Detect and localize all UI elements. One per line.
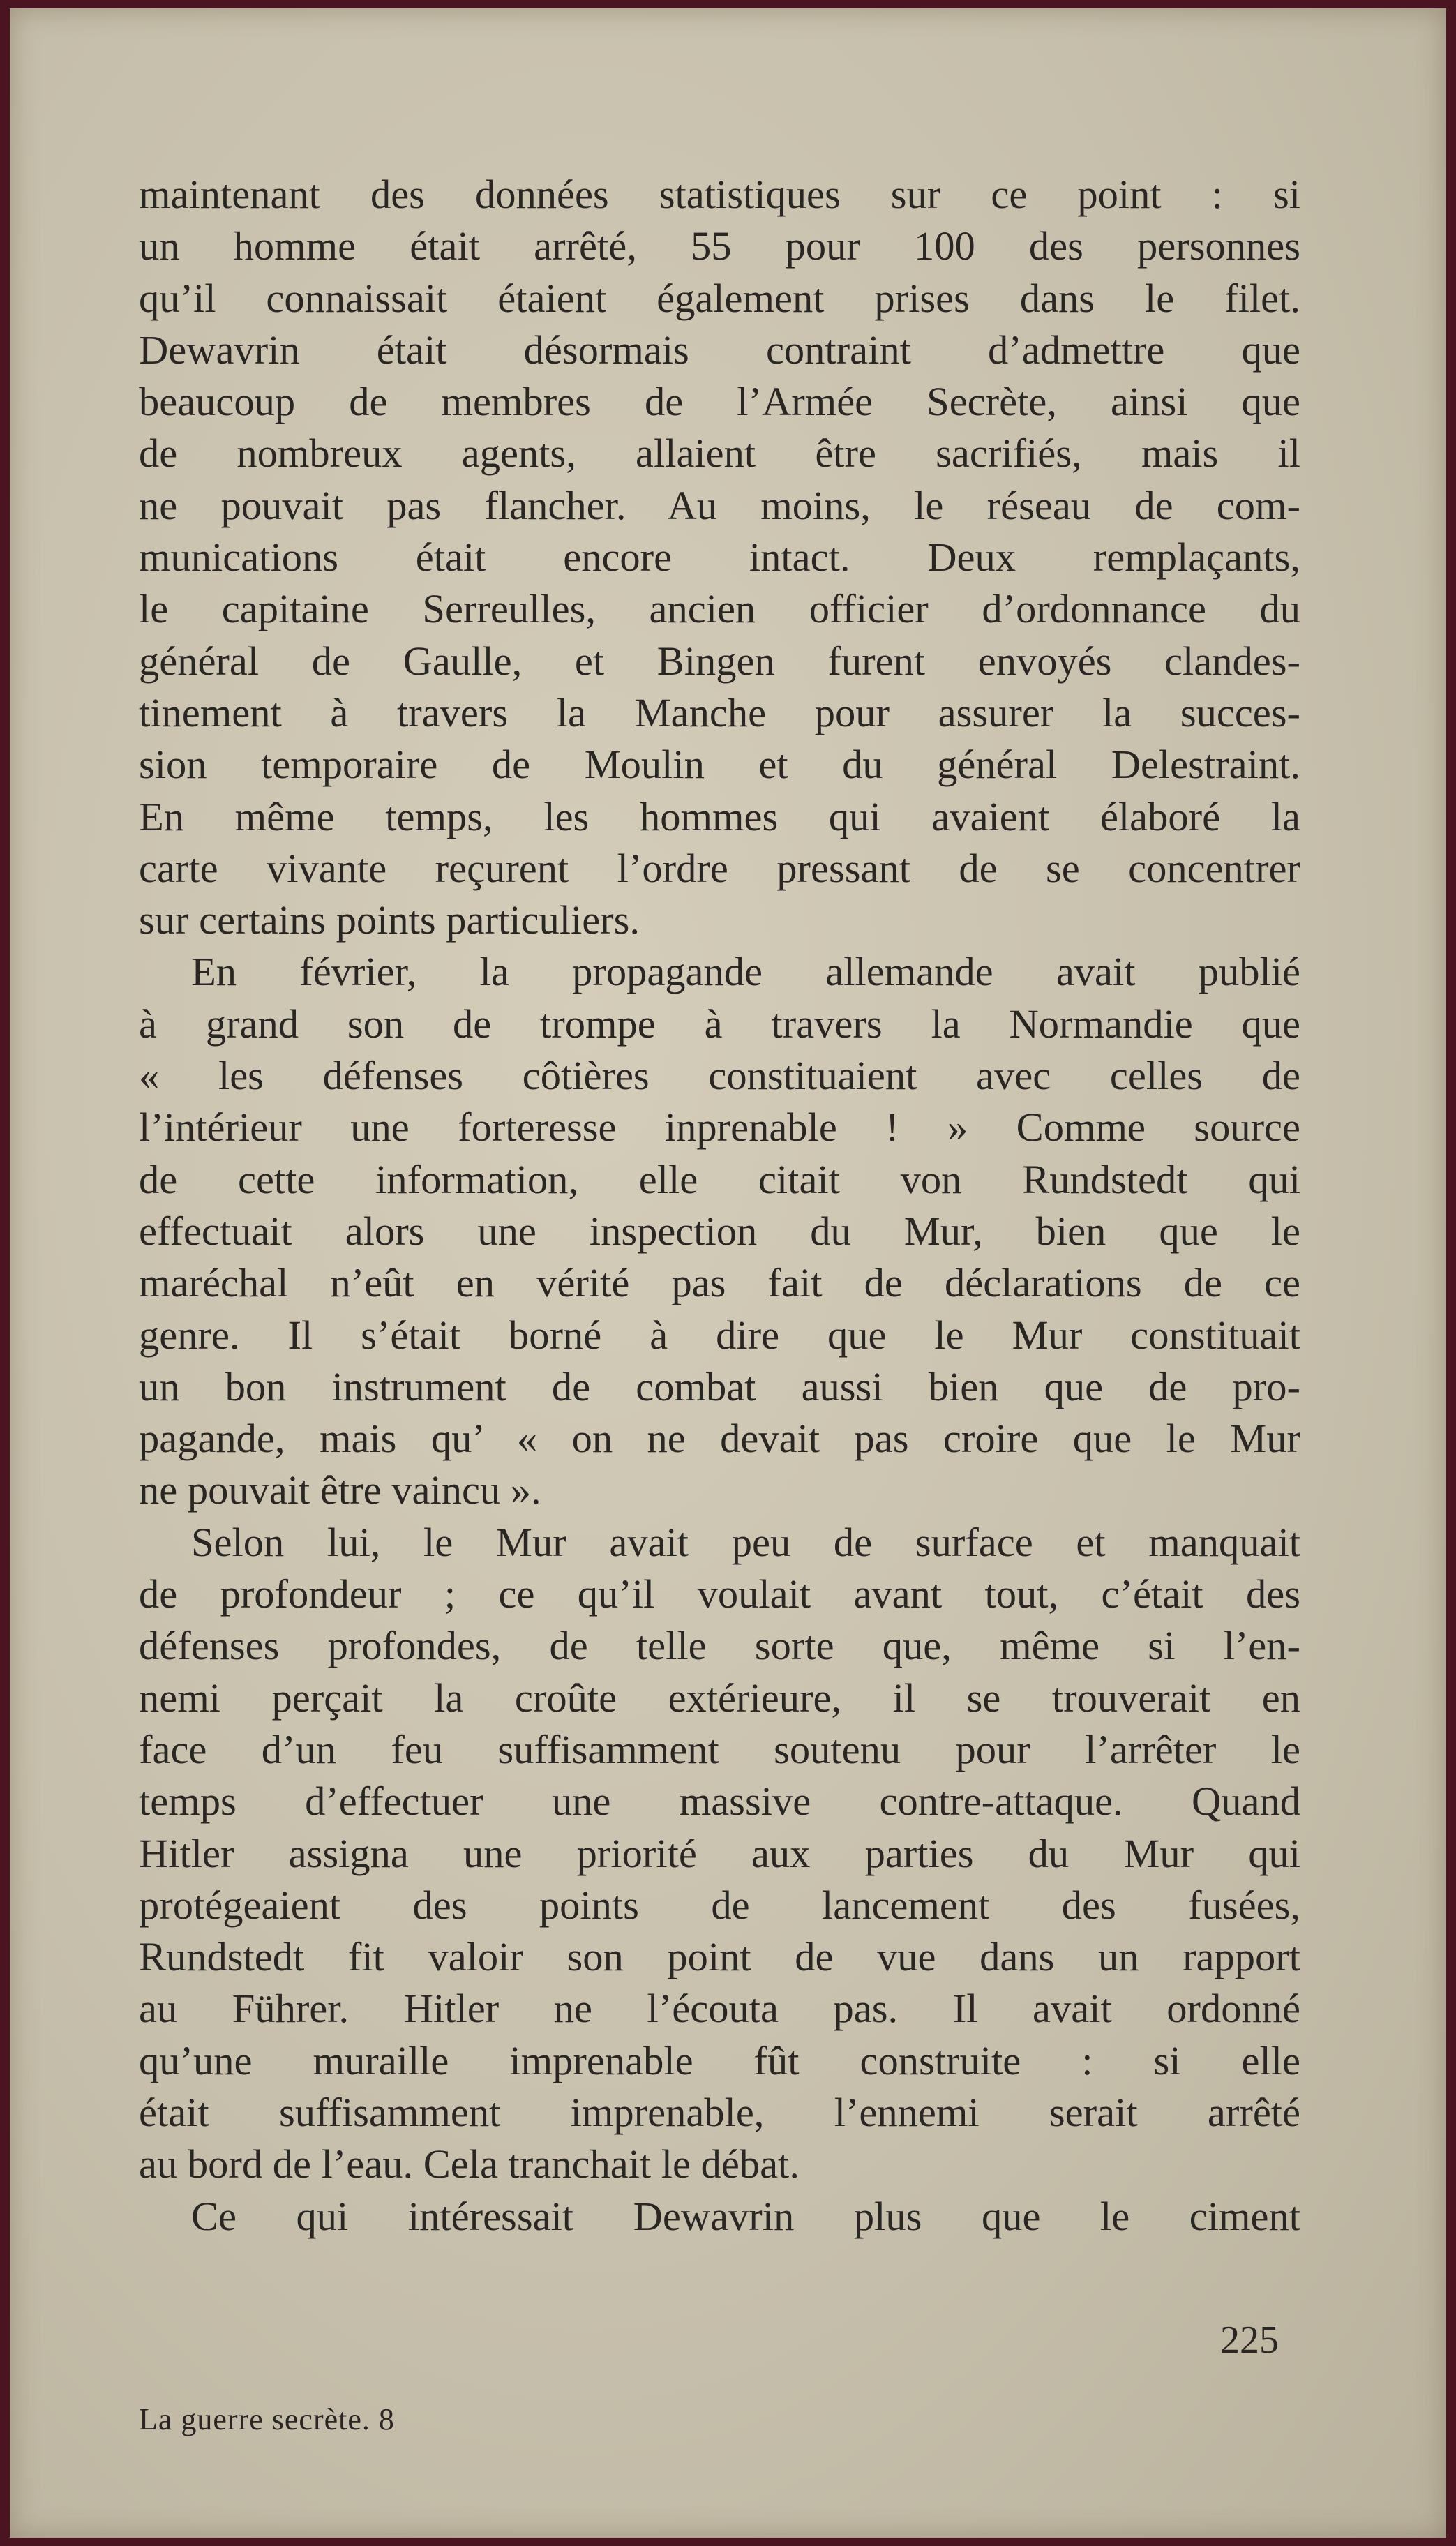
text-line: sur certains points particuliers. (139, 897, 640, 943)
text-line: nemi perçait la croûte extérieure, il se trouverait en (139, 1675, 1300, 1721)
text-line: carte vivante reçurent l’ordre pressant de se concentrer (139, 845, 1300, 891)
text-line: temps d’effectuer une massive contre-attaque. Quand (139, 1779, 1300, 1825)
text-line: au Führer. Hitler ne l’écouta pas. Il avait ordonné (139, 1986, 1300, 2032)
text-line: un homme était arrêté, 55 pour 100 des personnes (139, 223, 1300, 269)
text-line: protégeaient des points de lancement des fusées, (139, 1882, 1300, 1928)
text-line: général de Gaulle, et Bingen furent envoyés clandes- (139, 638, 1300, 684)
paragraph-first-line: En février, la propagande allemande avait publié (191, 949, 1300, 995)
text-line: beaucoup de membres de l’Armée Secrète, ainsi que (139, 379, 1300, 425)
text-line: le capitaine Serreulles, ancien officier d’ordonnance du (139, 586, 1300, 632)
text-line: En même temps, les hommes qui avaient élaboré la (139, 793, 1300, 839)
page-number: 225 (1220, 2319, 1279, 2362)
text-line: maréchal n’eût en vérité pas fait de déclarations de ce (139, 1260, 1300, 1306)
text-line: « les défenses côtières constituaient avec celles de (139, 1053, 1300, 1099)
text-line: Rundstedt fit valoir son point de vue dans un rapport (139, 1934, 1300, 1980)
book-page (10, 8, 1446, 2538)
text-line: qu’il connaissait étaient également prises dans le filet. (139, 275, 1300, 321)
text-line: de cette information, elle citait von Rundstedt qui (139, 1156, 1300, 1202)
text-line: face d’un feu suffisamment soutenu pour l’arrêter le (139, 1726, 1300, 1772)
text-line: était suffisamment imprenable, l’ennemi serait arrêté (139, 2089, 1300, 2135)
body-text (139, 169, 1300, 2242)
paragraph-first-line: Ce qui intéressait Dewavrin plus que le ciment (191, 2193, 1300, 2239)
text-line: de profondeur ; ce qu’il voulait avant tout, c’était des (139, 1571, 1300, 1617)
text-line: ne pouvait être vaincu ». (139, 1467, 541, 1513)
text-line: maintenant des données statistiques sur ce point : si (139, 172, 1300, 217)
text-line: l’intérieur une forteresse inprenable ! » Comme source (139, 1104, 1300, 1151)
text-line: pagande, mais qu’ « on ne devait pas croire que le Mur (139, 1416, 1300, 1462)
text-line: à grand son de trompe à travers la Normandie que (139, 1001, 1300, 1047)
text-line: ne pouvait pas flancher. Au moins, le réseau de com- (139, 482, 1300, 528)
text-line: Dewavrin était désormais contraint d’admettre que (139, 327, 1300, 373)
text-line: défenses profondes, de telle sorte que, même si l’en- (139, 1623, 1300, 1669)
text-line: tinement à travers la Manche pour assurer la succes- (139, 689, 1300, 735)
text-line: au bord de l’eau. Cela tranchait le débat. (139, 2141, 800, 2187)
text-line: de nombreux agents, allaient être sacrifiés, mais il (139, 430, 1300, 477)
signature-footer: La guerre secrète. 8 (139, 2402, 395, 2436)
text-line: Hitler assigna une priorité aux parties du Mur qui (139, 1830, 1300, 1876)
text-line: sion temporaire de Moulin et du général Delestraint. (139, 742, 1300, 788)
paragraph-first-line: Selon lui, le Mur avait peu de surface et manquait (191, 1519, 1300, 1565)
text-line: qu’une muraille imprenable fût construite : si elle (139, 2037, 1300, 2083)
text-line: genre. Il s’était borné à dire que le Mur constituait (139, 1312, 1300, 1358)
text-line: effectuait alors une inspection du Mur, bien que le (139, 1208, 1300, 1254)
text-line: un bon instrument de combat aussi bien que de pro- (139, 1363, 1300, 1409)
text-line: munications était encore intact. Deux remplaçants, (139, 534, 1300, 581)
